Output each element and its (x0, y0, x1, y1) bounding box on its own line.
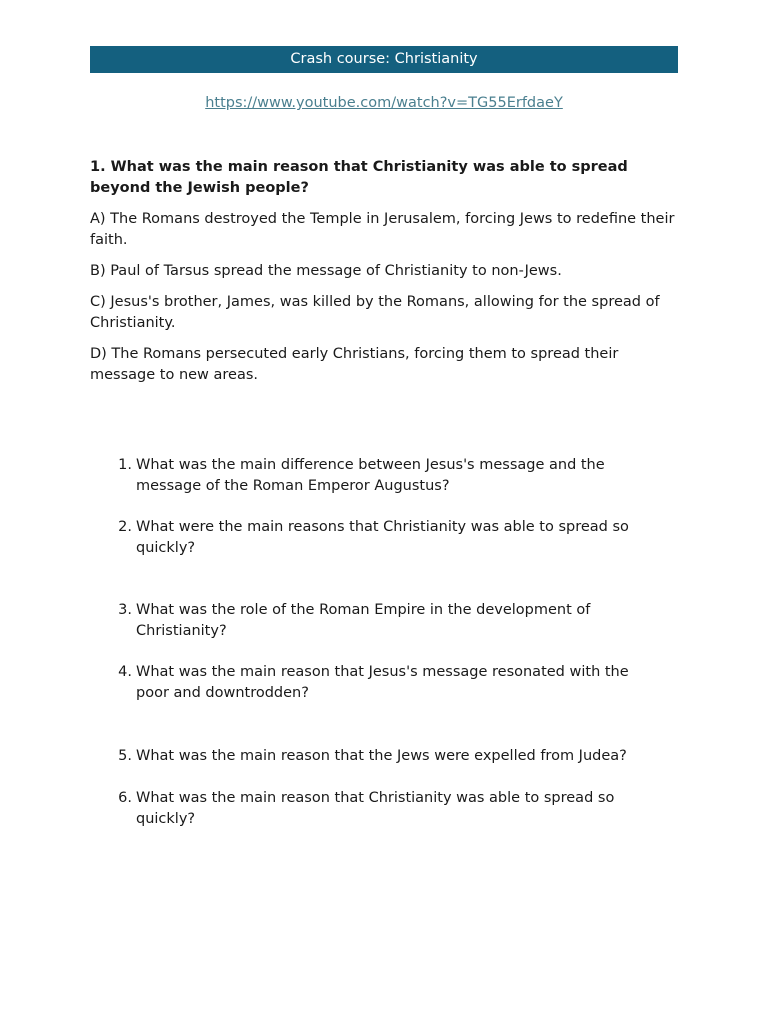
list-item-text: What was the main difference between Jesus's message and the message of the Roman Emperor Augustus? (136, 457, 605, 494)
list-item-text: What was the role of the Roman Empire in the development of Christianity? (136, 602, 591, 639)
mcq-option-a: A) The Romans destroyed the Temple in Jerusalem, forcing Jews to redefine their faith. (90, 211, 675, 248)
question-list (90, 0, 678, 1024)
mcq-option-c: C) Jesus's brother, James, was killed by the Romans, allowing for the spread of Christianity. (90, 294, 660, 331)
list-item-number: 3. (118, 602, 132, 618)
list-item-number: 4. (118, 664, 132, 680)
page-title: Crash course: Christianity (90, 46, 678, 73)
list-item-number: 1. (118, 457, 132, 473)
list-item-number: 6. (118, 790, 132, 806)
list-item-text: What was the main reason that Jesus's message resonated with the poor and downtrodden? (136, 664, 629, 701)
list-item-number: 5. (118, 748, 132, 764)
mcq-question: 1. What was the main reason that Christianity was able to spread beyond the Jewish people? (90, 159, 628, 196)
mcq-option-d: D) The Romans persecuted early Christians, forcing them to spread their message to new areas. (90, 346, 619, 383)
list-item-text: What was the main reason that the Jews were expelled from Judea? (136, 748, 627, 764)
list-item-number: 2. (118, 519, 132, 535)
mcq-option-b: B) Paul of Tarsus spread the message of Christianity to non-Jews. (90, 263, 562, 279)
video-link[interactable]: https://www.youtube.com/watch?v=TG55ErfdaeY (205, 95, 563, 111)
list-item-text: What were the main reasons that Christianity was able to spread so quickly? (136, 519, 629, 556)
list-item-text: What was the main reason that Christianity was able to spread so quickly? (136, 790, 615, 827)
